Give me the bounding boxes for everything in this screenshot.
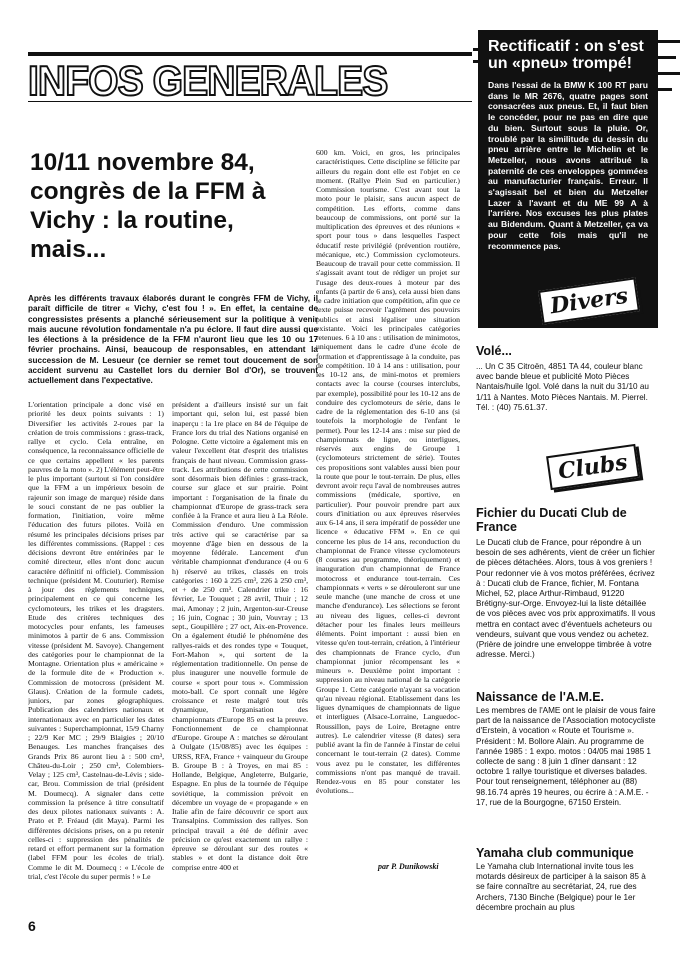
article-column-2	[172, 400, 308, 908]
byline: par P. Dunikowski	[378, 862, 439, 871]
column-text: président a d'ailleurs insisté sur un fait important qui, selon lui, est passé bien inaperçu : la 1re place en 84 de l'équipe de France lors du trial des Nations organisé en Pologne. Cette victoire a également mis en valeur l'excellent état d'esprit des trialistes français de haut niveau. Commission grass-track. Les attributions de cette commission sont désormais bien définies : grass-track, course sur glace et sur prairie. Point important : l'organisation de la finale du championnat d'Europe de grass-track sera confiée à la France et aura lieu à La Réole. Commission d'enduro. Une commission très active qui se caractérise par sa moyenne d'âge bien en dessous de la moyenne fédérale. Lancement d'un véritable championnat d'endurance (4 ou 6 h) réservé au trikes, classés en trois catégories : 160 à 225 cm³, 226 à 250 cm³, et + de 250 cm³. Calendrier trike : 16 février, Le Touquet ; 28 avril, Thuir ; 12 mai, Amonay ; 2 juin, Argenton-sur-Creuse ; 16 juin, Cognac ; 30 juin, Vouvray ; 13 sept., Goupillère ; 27 oct, Aix-en-Provence. On a également étudié le phénomène des rallyes-raids et des rondes type « Touquet, Fort-Mahon », qui sortent de la réglementation traditionnelle. On pense de plus inaugurer une nouvelle formule de course « sport pour tous ». Commission moto-ball. Ce sport connaît une légère croissance et reste malgré tout très dynamique, l'organisation des championnats d'Europe 85 en est la preuve. Fonctionnement de ce championnat d'Europe. Groupe A : matches se déroulant à Oulgate (15/08/85) avec les équipes : URSS, RFA, France + vainqueur du Groupe B. Groupe B : à Troyes, en mai 85 : Hollande, Belgique, Angleterre, Bulgarie, Espagne. En plus de la tournée de l'équipe soviétique, la commission prévoit en décembre un voyage de « propagande » en Italie afin de faire découvrir ce sport aux Transalpins. Commission des rallyes. Son principal travail a été de définir avec précision ce qu'est exactement un rallye : épreuve se déroulant sur des routes « stables » et dont la distance doit être comprise entre 400 et	[172, 400, 308, 872]
article-headline: 10/11 novembre 84, congrès de la FFM à Vichy : la routine, mais...	[30, 149, 266, 263]
club-item-title: Naissance de l'A.M.E.	[476, 690, 605, 704]
article-column-1	[28, 400, 164, 908]
rectificatif-body: Dans l'essai de la BMW K 100 RT paru dans le MR 2676, quatre pages sont consacrées aux pneus. Et, il faut bien le concéder, pour ne pas en dire que du bien. Surtout sous la pluie. Or, troublé par la similitude du dessin du pneu arrière entre le Michelin et le Metzeller, nous avons attribué la paternité de ces enveloppes gommées au manufacturier français. Erreur. Il s'agissait bel et bien du Metzeller Lazer à l'avant et du ME 99 A à l'arrière. Nos excuses les plus plates au Bidendum. Quant à Metzeller, ça va pour cette fois mais qu'il ne recommence pas.	[488, 80, 648, 251]
page-number: 6	[28, 918, 36, 934]
divers-title: Volé...	[476, 344, 512, 358]
column-text: 600 km. Voici, en gros, les principales caractéristiques. Cette discipline se félicite par ailleurs du regain dont elle est l'objet en ce moment. (Rallye Plein Sud en particulier.) Commission tourisme. C'est avant tout la moto pour le plaisir, sans aucun aspect de compétition. Les efforts, comme dans beaucoup de commissions, ont porté sur la multiplication des épreuves et des réunions « sport pour tous » dans lesquelles l'aspect éducatif reste privilégié (prévention routière, mécanique, etc.) Commission cyclomoteurs. Beaucoup de travail pour cette commission. Il s'agissait avant tout de rédiger un projet sur l'usage des deux-roues à moteur par des enfants (à partir de 6 ans), cela aussi bien dans le cadre initiation que compétition, afin que ce texte puisse recevoir l'agrément des pouvoirs publics et ainsi légaliser une situation existante. Voici les principales catégories retenues. 6 à 10 ans : utilisation de minimotos, uniquement dans le cadre d'une école de formation et d'apprentissage à la conduite, pas de compétition. 10 à 14 ans : utilisation, pour les 10-12 ans, de mini-motos et premiers contacts avec la course (courses interclubs, par exemple), possibilité pour les 10-12 ans de conduire des cyclomoteurs de série, dans le cadre de la réglementation des 6-10 ans (si toutefois la morphologie de l'enfant le permet). Pour les 12-14 ans : mise sur pied de championnats de ligue, ou interligues, réservés aux engins de Groupe 1 (cyclomoteurs strictement de série). Toutes ces propositions sont valables aussi bien pour la route que pour le tout-terrain. De plus, elles devront avoir reçu l'aval de nombreuses autres commissions (médicale, sportive, en particulier). Pour pouvoir prendre part aux cours d'initiation ou aux épreuves réservées aux 6-14 ans, il sera impératif de posséder une licence « éducative FFM ». En ce qui concerne les plus de 14 ans, reconduction du championnat de France vitesse cyclomoteurs (8 courses au programme, théoriquement) et inauguration d'un championnat de France motocross et endurance tout-terrain. Ces championnats « verts » se dérouleront sur une seule manche (une manche de cross et une manche d'endurance). Les sélections se feront au niveau des ligues, celles-ci devront détacher pour les finales leurs meilleurs éléments. Point important : aussi bien en vitesse qu'en tout-terrain, création, à l'intérieur des championnats de France cyclo, d'un championnat junior récompensant les « mineurs ». Deuxième point important : suppression au niveau national de la catégorie Groupe 1. Cette catégorie n'ayant sa vocation qu'au niveau régional. Etablissement dans les ligues dynamiques de championnats de ligue et interligues (Alsace-Lorraine, Languedoc-Roussillon, pays de Loire, Bretagne entre autres). Le calendrier vitesse (8 dates) sera publié avant la fin de l'année à l'instar de celui concernant le tout-terrain (2 dates). Comme vous avez pu le constater, les différentes commissions n'ont pas manqué de travail. Rendez-vous en 85 pour constater les évolutions...	[316, 148, 460, 796]
decorative-rule	[658, 56, 676, 59]
decorative-rule	[658, 72, 680, 75]
article-lede: Après les différents travaux élaborés durant le congrès FFM de Vichy, il paraît difficile de titrer « Vichy, c'est fou ! ». En effet, la centaine de congressistes présents a planché sérieusement sur la politique à venir mais aucune révolution fondamentale n'a pu éclore. Il faut dire aussi que les élections à la présidence de la FFM n'auront lieu que les 10 ou 17 février prochains. Ainsi, beaucoup de responsables, en attendant la succession de M. Lesueur (ce dernier se remet tout doucement de son accident survenu au Castellet lors du dernier Bol d'Or), se trouvent actuellement dans l'expectative.	[28, 294, 318, 386]
decorative-rule	[658, 88, 672, 91]
club-item-body: Le Yamaha club International invite tous les motards désireux de participer à la saison 85 à se faire connaître au secrétariat, 24, rue des Archers, 7130 Binche (Belgique) pour le 1er décembre prochain au plus	[476, 862, 646, 912]
divers-rubric: Divers	[538, 277, 640, 324]
masthead-title: INFOS GENERALES	[28, 57, 388, 104]
masthead	[28, 52, 472, 102]
decorative-rule	[658, 40, 680, 43]
clubs-rubric: Clubs	[546, 444, 640, 490]
article-column-3	[316, 148, 460, 860]
club-item-title: Yamaha club communique	[476, 846, 634, 860]
club-item-body: Le Ducati club de France, pour répondre à un besoin de ses adhérents, vient de créer un fichier de pièces détachées. Alors, tous à vos greniers ! Pour redonner vie à vos motos préférées, écrivez à : Ducati club de France, fichier, M. Fontana Michel, 52, place Arthur-Rimbaud, 91220 Brétigny-sur-Orge. Envoyez-lui la liste détaillée de vos pièces avec vos prix approximatifs. Il vous mettra en contact avec d'éventuels acheteurs ou vendeurs, suivant que vous vendez ou achetez. (Prière de joindre une enveloppe timbrée à votre adresse. Merci.)	[476, 538, 656, 660]
club-item-body: Les membres de l'AME ont le plaisir de vous faire part de la naissance de l'Association motocycliste d'Erstein, à vocation « Route et Tourisme ». Président : M. Bollore Alain. Au programme de l'année 1985 : 1 expo. motos : 04/05 mai 1985 1 collecte de sang : 8 juin 1 dîner dansant : 12 octobre 1 rallye touristique et diverses balades. Pour tout renseignement, téléphoner au (88) 98.16.74 après 19 heures, ou écrire à : A.M.E. - 17, rue de la Bourgogne, 67150 Erstein.	[476, 706, 656, 807]
column-text: L'orientation principale a donc visé en priorité les deux points suivants : 1) Diversifier les activités 2-roues par la création de trois commissions : grass-track, rallye et cyclo. Cela entraîne, en conséquence, la reconnaissance officielle de ce que certains appellent « les parents pauvres de la moto ». 2) L'élément peut-être le plus important (surtout si l'on considère que la FFM a un impérieux besoin de rajeunir son image de marque) réside dans le souci constant de ne pas oublier la formation, l'initiation, voire même l'éducation des futurs pilotes. Voilà en résumé les principales décisions prises par les différentes commissions. (Rappel : ces décisions devront être entérinées par le comité directeur, elles n'ont donc aucun caractère définitif ni officiel). Commission technique (président M. Couturier). Remise à jour des règlements techniques, principalement en ce qui concerne les cyclomoteurs, les trikes et les dragsters. Etude des critères techniques des motocycles pour enfants, les fameuses minimotos à partir de 6 ans. Commission vitesse (président M. Savoye). Changement des catégories pour le championnat de la Montagne. Orientation plus « américaine » de la formule dite de « Production ». Commission de motocross (président M. Glaus). Création de la formule cadets, juniors, par zones géographiques. Publication des calendriers nationaux et internationaux avec en particulier les dates suivantes : Superchampionnat, 15/9 Charny ; 22/9 Ker MC ; 29/9 Blaigies ; 20/10 Benauges. Les manches françaises des Grands Prix 86 auront lieu à : 500 cm³, Châteu-du-Loir ; 250 cm³, Colembiers-Velay ; 125 cm³, Castelnau-de-Lévis ; side-car, Brou. Commission de trial (président M. Doumecq). A signaler dans cette commission la présence à titre consultatif des deux pilotes nationaux suivants : A. Prato et P. Fréaud (dit Maya). Parmi les différentes décisions prises, on a pu retenir celles-ci : suppression des pénalités de retard et effort permanent sur la formation (label FFM pour les écoles de trial). Comme le dit M. Doumecq : « L'école de trial, c'est l'école du super permis ! » Le	[28, 400, 164, 881]
rectificatif-title: Rectificatif : on s'est un «pneu» trompé!	[488, 38, 644, 72]
club-item-title: Fichier du Ducati Club de France	[476, 506, 627, 534]
divers-body: ... Un C 35 Citroën, 4851 TA 44, couleur blanc avec bande bleue et publicité Moto Pièces Nantais/huile Igol. Volé dans la nuit du 31/10 au 1/11 à Nantes. Moto Pièces Nantais. M. Pierrel. Tél. : (40) 75.61.37.	[476, 362, 649, 412]
